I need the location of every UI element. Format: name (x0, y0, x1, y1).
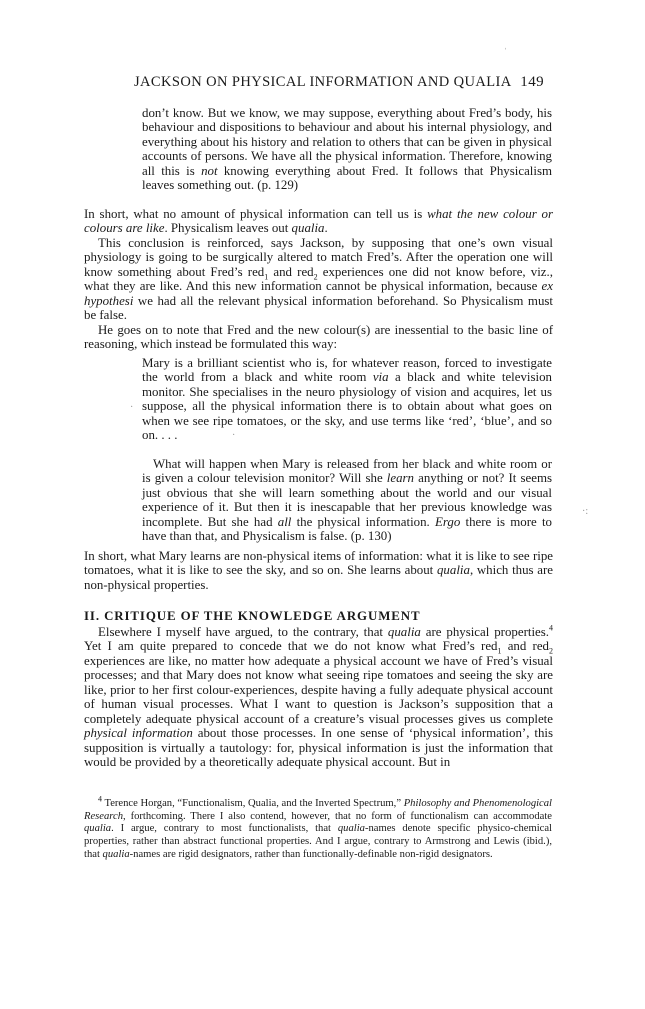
paragraph-in-short-fred: In short, what no amount of physical information can tell us is what the new colour or colours are like. Physicalism leaves out qualia. (84, 207, 554, 236)
stray-mark: · (130, 402, 134, 413)
stray-mark: ·: (582, 506, 589, 517)
footnote-marker[interactable]: 4 (549, 623, 553, 633)
paragraph-conclusion-reinforced: This conclusion is reinforced, says Jackson, by supposing that one’s own visual physiology is going to be surgically altered to match Fred’s. After the operation one will know something about Fred’s red$_1$ and red$_2$ experiences one did not know before, viz., what they are like. And this new information cannot be physical information, because ex hypothesi we had all the relevant physical information beforehand. So Physicalism must be false. (84, 236, 553, 323)
stray-mark: ˈ (504, 47, 508, 58)
quote-mary-released: What will happen when Mary is released from her black and white room or is given a colour television monitor? Will she learn anything or not? It seems just obvious that she will learn something about the world and our visual experience of it. But then it is inescapable that her previous knowledge was incomplete. But she had all the physical information. Ergo there is more to have than that, and Physicalism is false. (p. 130) (142, 457, 552, 544)
section-heading: II. CRITIQUE OF THE KNOWLEDGE ARGUMENT (84, 609, 421, 623)
running-header (134, 74, 544, 94)
paragraph-goes-on: He goes on to note that Fred and the new colour(s) are inessential to the basic line of reasoning, which instead be formulated this way: (84, 323, 553, 352)
running-title: JACKSON ON PHYSICAL INFORMATION AND QUALIA (134, 74, 512, 90)
quote-fred-continued: don’t know. But we know, we may suppose, everything about Fred’s body, his behaviour and dispositions to behaviour and about his internal physiology, and everything about his history and relation to others that can be given in physical accounts of persons. We have all the physical information. Therefore, knowing all this is not knowing everything about Fred. It follows that Physicalism leaves something out. (p. 129) (142, 106, 552, 193)
paragraph-critique: Elsewhere I myself have argued, to the contrary, that qualia are physical properties.$^4$ Yet I am quite prepared to concede that we do not know what Fred’s red$_1$ and red$_2$ experiences are like, no matter how adequate a physical account we have of Fred’s visual processes; and that Mary does not know what seeing ripe tomatoes and seeing the sky are like, prior to her first colour-experiences, despite having a fully adequate physical account of human visual processes. What I want to question is Jackson’s supposition that a completely adequate physical account of a creature’s visual processes gives us complete physical information about those processes. In one sense of ‘physical information’, this supposition is virtually a tautology: for, physical information is just the information that would be provided by a theoretically adequate physical account. But in (84, 623, 553, 770)
footnote-number: 4 (98, 794, 102, 804)
quote-mary-scientist: Mary is a brilliant scientist who is, for whatever reason, forced to investigate the world from a black and white room via a black and white television monitor. She specialises in the neuro physiology of vision and acquires, let us suppose, all the physical information there is to obtain about what goes on when we see ripe tomatoes, or the sky, and use terms like ‘red’, ‘blue’, and so on. . . . (142, 356, 552, 443)
footnote-4: $^4$ Terence Horgan, “Functionalism, Qualia, and the Inverted Spectrum,” Philosophy and Phenomenological Research, forthcoming. There I also contend, however, that no form of functionalism can accommodate qualia. I argue, contrary to most functionalists, that qualia-names denote specific physico-chemical properties, rather than abstract functional properties. And I argue, contrary to Armstrong and Lewis (ibid.), that qualia-names are rigid designators, rather than functionally-definable non-rigid designators. (84, 794, 552, 860)
paragraph-in-short-mary: In short, what Mary learns are non-physical items of information: what it is like to see ripe tomatoes, what it is like to see the sky, and so on. She learns about qualia, which thus are non-physical properties. (84, 549, 554, 592)
page-number: 149 (520, 74, 544, 90)
stray-mark: · (232, 430, 236, 441)
